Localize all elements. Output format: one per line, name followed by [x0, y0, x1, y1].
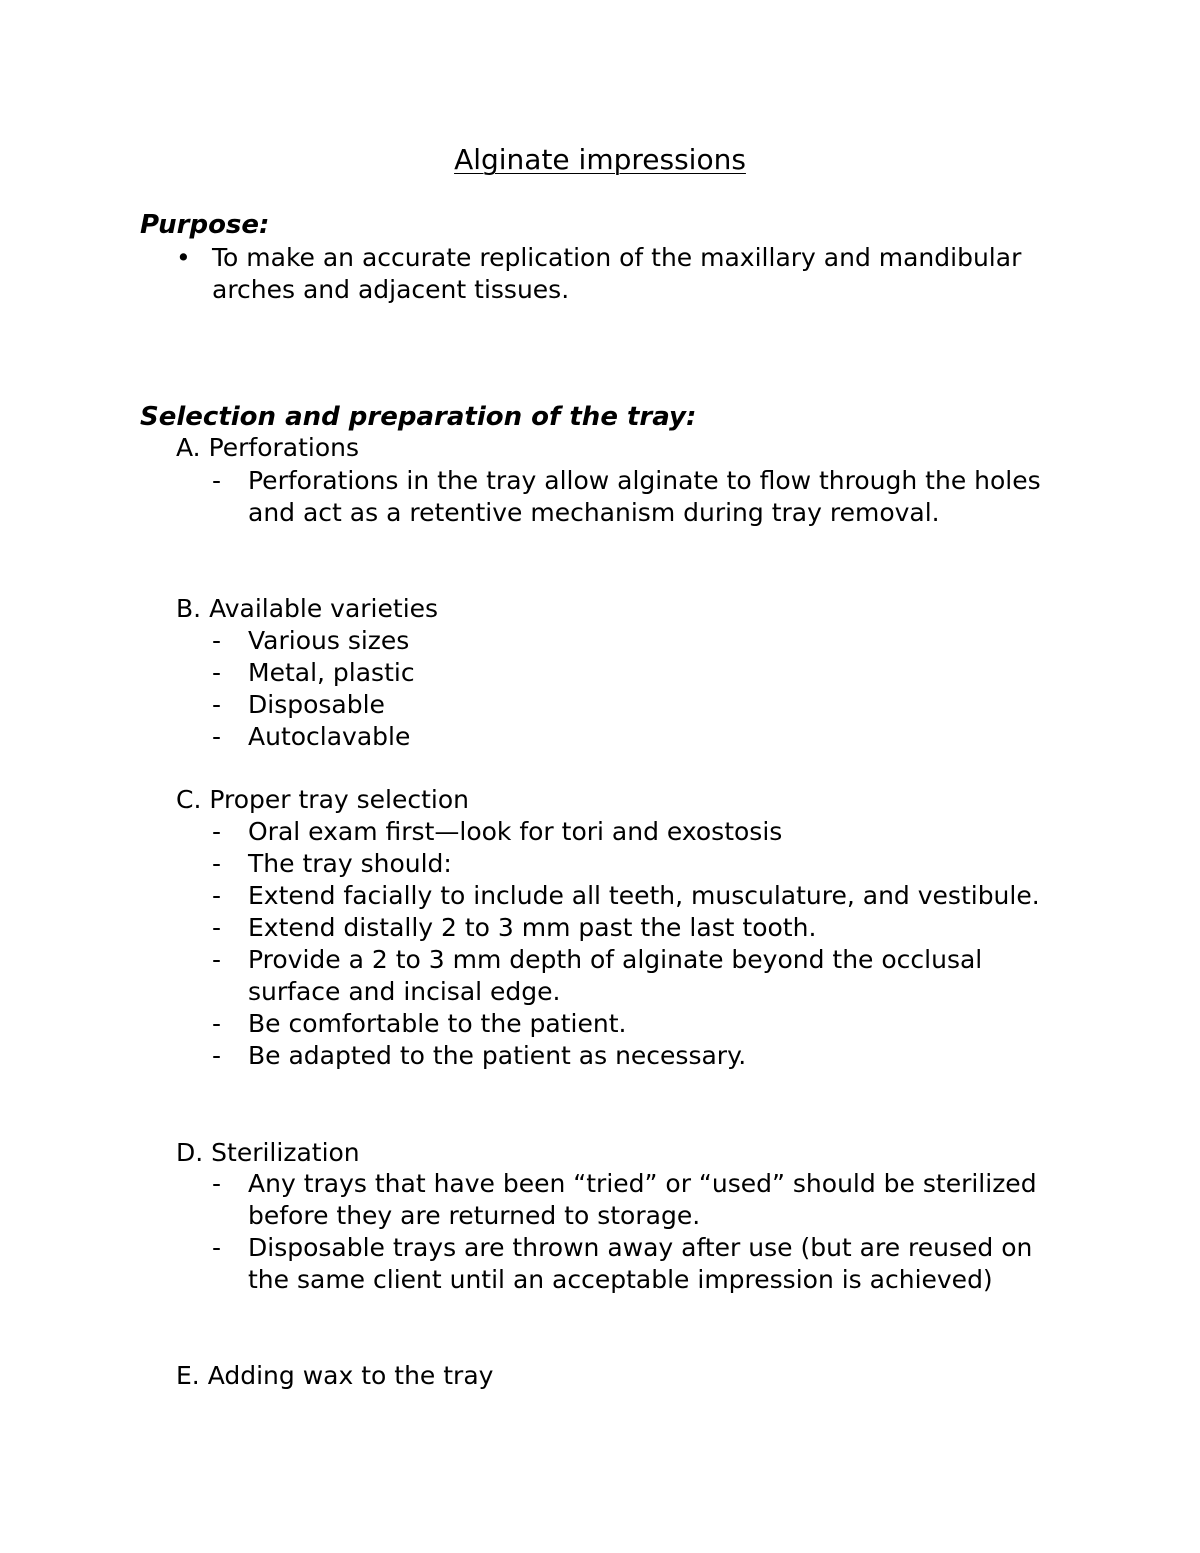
list-item-text: Oral exam first—look for tori and exostosis	[248, 817, 783, 846]
list-item-text: Extend facially to include all teeth, musculature, and vestibule.	[248, 881, 1040, 910]
list-item-text: Metal, plastic	[248, 658, 415, 687]
list-item	[212, 1168, 1072, 1232]
subsection-list-a	[212, 465, 1072, 529]
subsection-title: Perforations	[208, 433, 360, 462]
list-item-text: Any trays that have been “tried” or “used” should be sterilized before they are returned to storage.	[248, 1169, 1037, 1230]
list-item-text: Disposable	[248, 690, 385, 719]
subsection-list-d	[212, 1168, 1072, 1296]
list-item	[212, 912, 1072, 944]
subsection-letter: E.	[176, 1361, 200, 1390]
dash-marker: -	[212, 849, 222, 878]
subsection-title: Adding wax to the tray	[207, 1361, 494, 1390]
list-item	[212, 1040, 1072, 1072]
subsection-heading-a	[176, 432, 359, 464]
dash-marker: -	[212, 1169, 222, 1198]
list-item-text: Be comfortable to the patient.	[248, 1009, 627, 1038]
list-item	[212, 657, 1072, 689]
list-item-text: Perforations in the tray allow alginate to flow through the holes and act as a retentive mechanism during tray removal.	[248, 466, 1041, 527]
dash-marker: -	[212, 658, 222, 687]
subsection-title: Available varieties	[209, 594, 439, 623]
subsection-letter: A.	[176, 433, 201, 462]
selection-heading: Selection and preparation of the tray:	[140, 402, 697, 432]
dash-marker: -	[212, 722, 222, 751]
bullet-icon: •	[176, 243, 191, 272]
list-item	[212, 465, 1072, 529]
subsection-heading-d	[176, 1137, 360, 1169]
purpose-text: To make an accurate replication of the maxillary and mandibular arches and adjacent tissues.	[212, 243, 1022, 304]
dash-marker: -	[212, 945, 222, 974]
dash-marker: -	[212, 626, 222, 655]
page-title: Alginate impressions	[454, 143, 746, 176]
dash-marker: -	[212, 690, 222, 719]
dash-marker: -	[212, 881, 222, 910]
subsection-heading-e	[176, 1360, 493, 1392]
list-item	[212, 816, 1072, 848]
list-item	[212, 1232, 1072, 1296]
dash-marker: -	[212, 466, 222, 495]
list-item-text: Be adapted to the patient as necessary.	[248, 1041, 747, 1070]
subsection-letter: C.	[176, 785, 202, 814]
dash-marker: -	[212, 913, 222, 942]
purpose-bullet-item	[176, 242, 1056, 306]
subsection-list-b	[212, 625, 1072, 753]
list-item-text: Provide a 2 to 3 mm depth of alginate beyond the occlusal surface and incisal edge.	[248, 945, 983, 1006]
list-item	[212, 625, 1072, 657]
list-item-text: Extend distally 2 to 3 mm past the last tooth.	[248, 913, 817, 942]
dash-marker: -	[212, 817, 222, 846]
dash-marker: -	[212, 1233, 222, 1262]
purpose-heading: Purpose:	[140, 210, 270, 240]
list-item	[212, 689, 1072, 721]
subsection-letter: D.	[176, 1138, 204, 1167]
subsection-letter: B.	[176, 594, 202, 623]
list-item-text: The tray should:	[248, 849, 452, 878]
list-item	[212, 880, 1072, 912]
list-item	[212, 1008, 1072, 1040]
dash-marker: -	[212, 1009, 222, 1038]
list-item	[212, 721, 1072, 753]
subsection-title: Proper tray selection	[209, 785, 470, 814]
list-item-text: Autoclavable	[248, 722, 411, 751]
list-item-text: Various sizes	[248, 626, 410, 655]
dash-marker: -	[212, 1041, 222, 1070]
subsection-list-c	[212, 816, 1072, 1072]
subsection-heading-c	[176, 784, 469, 816]
subsection-heading-b	[176, 593, 438, 625]
list-item-text: Disposable trays are thrown away after use (but are reused on the same client until an acceptable impression is achieved)	[248, 1233, 1033, 1294]
list-item	[212, 944, 1072, 1008]
list-item	[212, 848, 1072, 880]
subsection-title: Sterilization	[211, 1138, 360, 1167]
